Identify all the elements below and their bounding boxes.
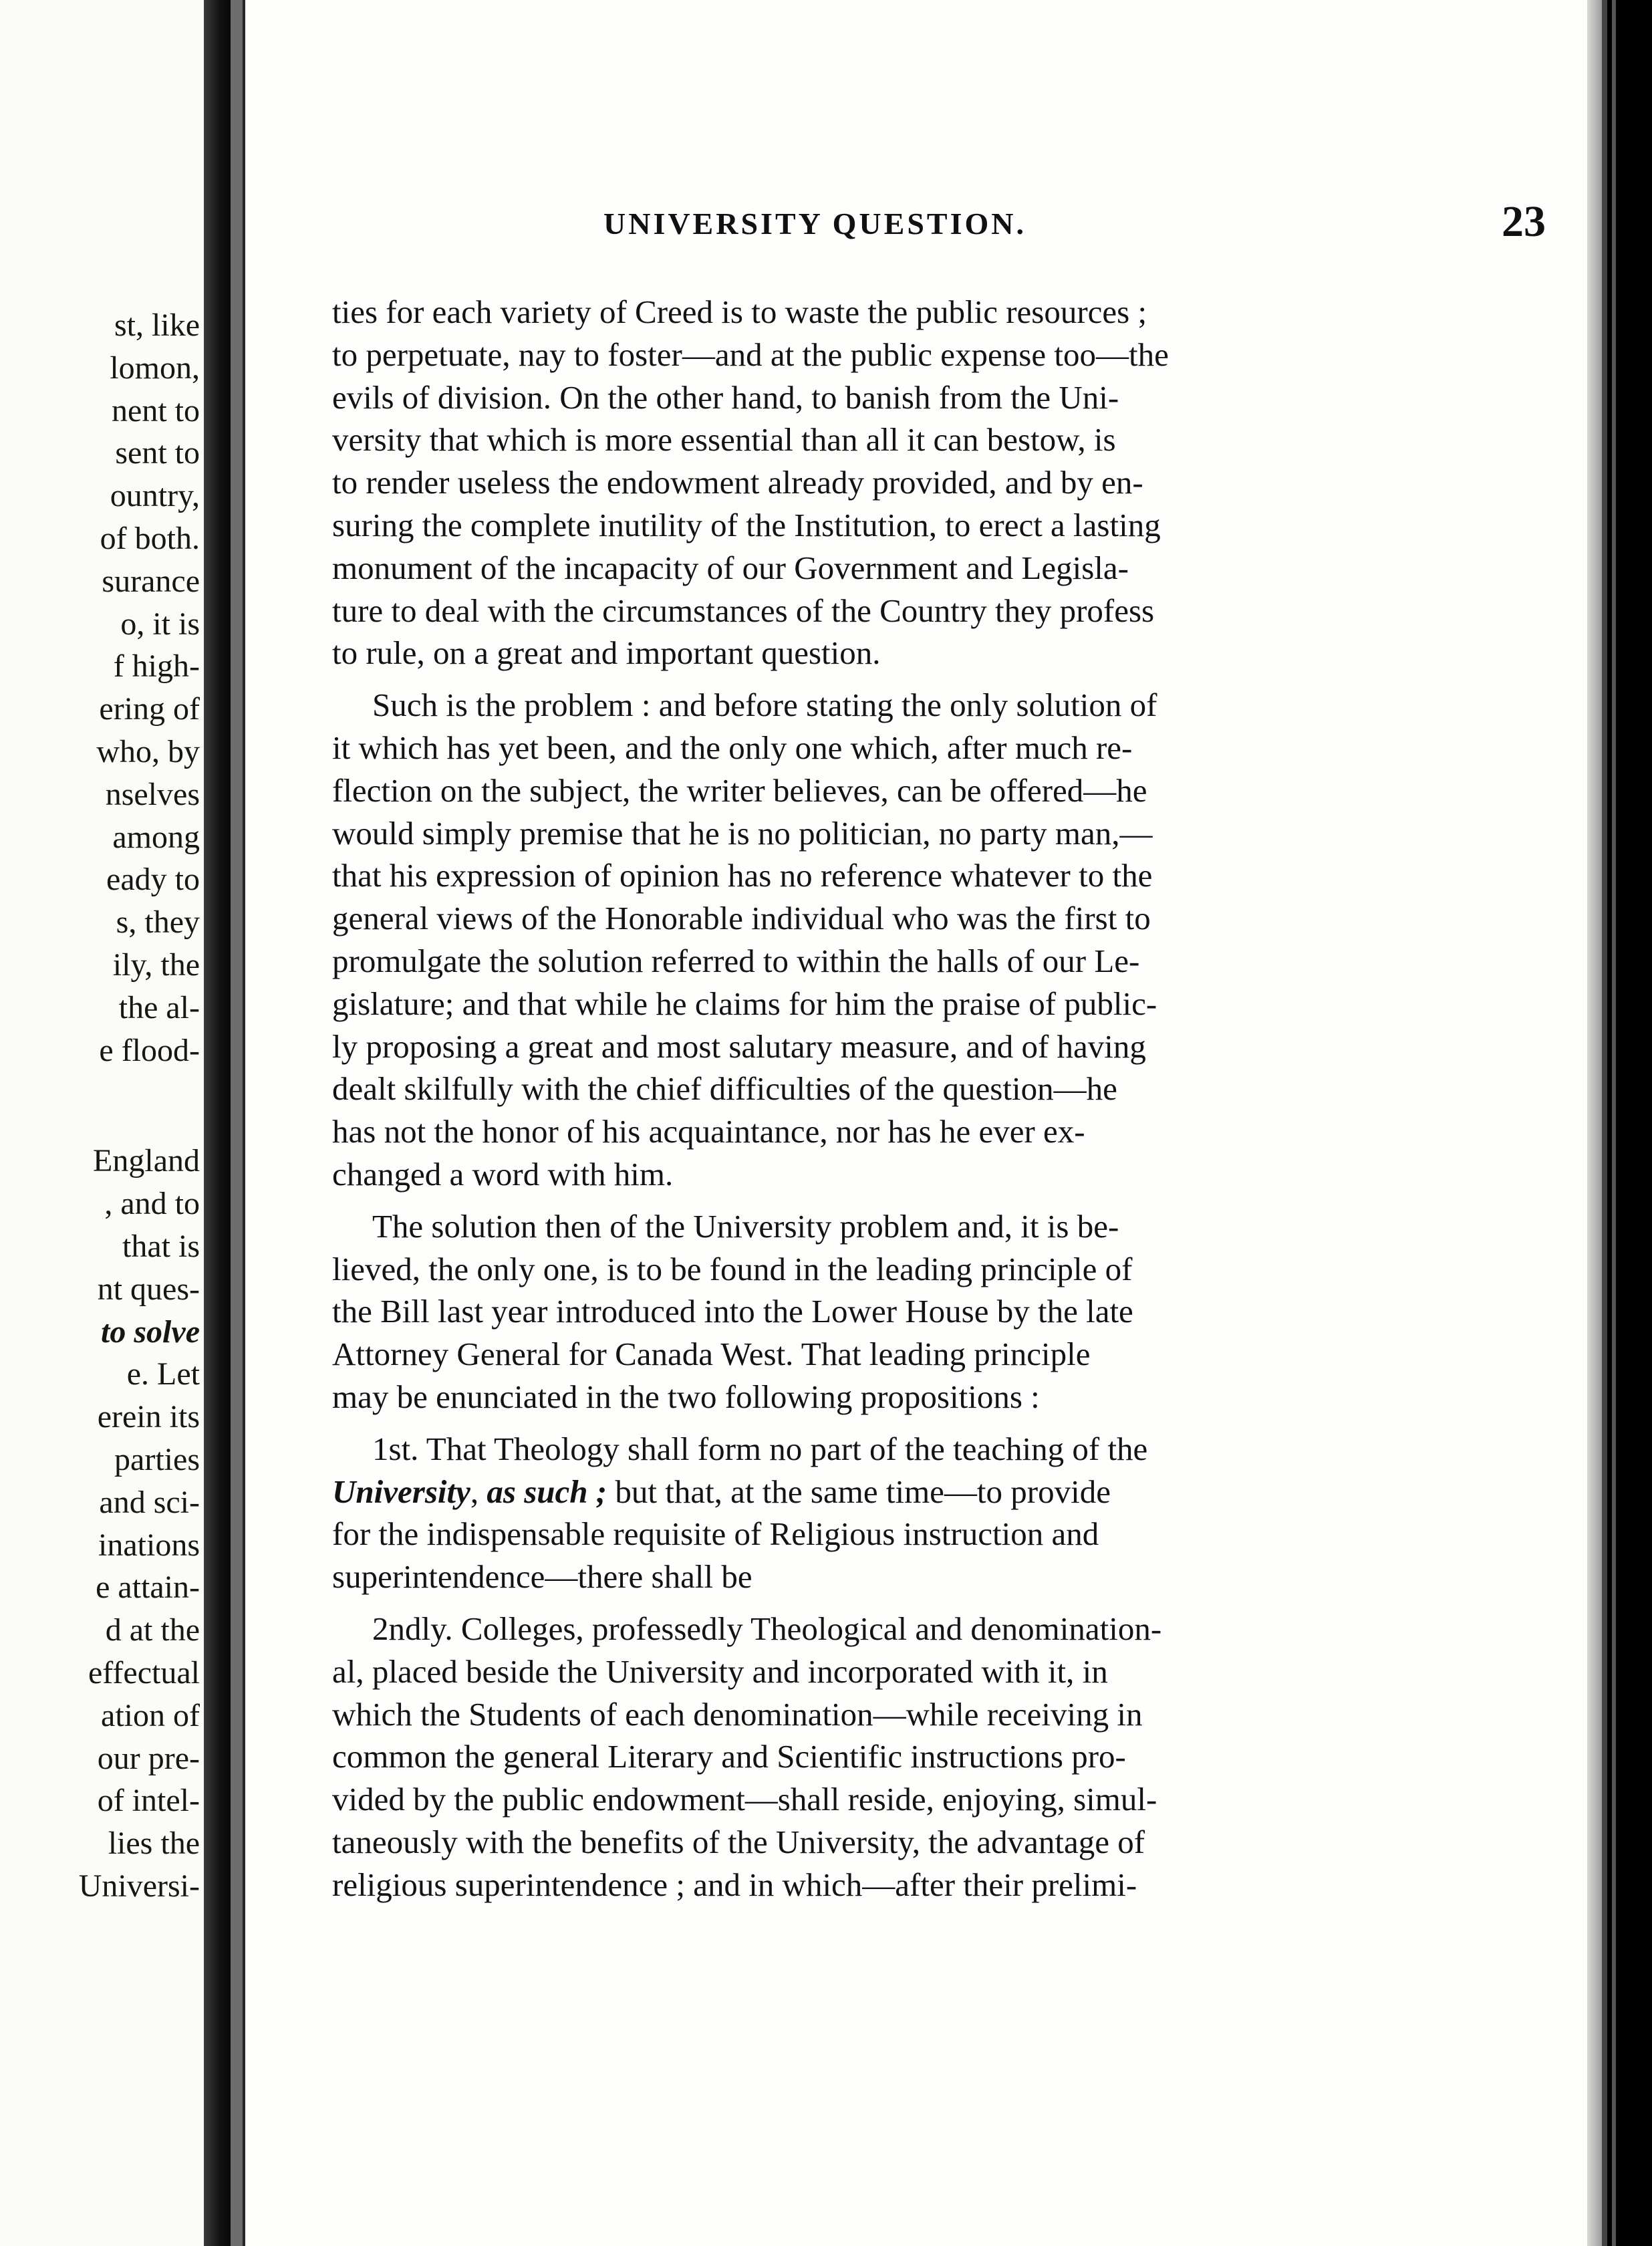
text-line: has not the honor of his acquaintance, nor has he ever ex- xyxy=(332,1113,1085,1150)
left-page-line: nent to xyxy=(112,392,200,428)
text-line: monument of the incapacity of our Government and Legisla- xyxy=(332,549,1129,586)
text-line: al, placed beside the University and incorporated with it, in xyxy=(332,1652,1108,1690)
main-page xyxy=(245,0,1587,2246)
left-page-line: nt ques- xyxy=(97,1271,200,1307)
text-line: general views of the Honorable individual who was the first to xyxy=(332,900,1151,937)
left-page-line: who, by xyxy=(96,733,200,769)
left-page-line: effectual xyxy=(88,1654,200,1691)
text-line: to perpetuate, nay to foster—and at the public expense too—the xyxy=(332,336,1169,373)
left-page-line xyxy=(79,1072,200,1140)
left-page-line: among xyxy=(112,819,200,855)
text-line: dealt skilfully with the chief difficulties of the question—he xyxy=(332,1070,1117,1108)
left-page-line: of both. xyxy=(100,520,200,556)
text-line: ties for each variety of Creed is to waste the public resources ; xyxy=(332,293,1147,330)
left-page-line: e. Let xyxy=(126,1356,200,1392)
body-text xyxy=(332,291,1587,1915)
text-fragment: , xyxy=(470,1473,487,1510)
left-page-line: surance xyxy=(102,563,200,599)
left-page-line: st, like xyxy=(114,307,200,343)
text-line: suring the complete inutility of the Institution, to erect a lasting xyxy=(332,506,1161,543)
paragraph-4 xyxy=(332,1428,1587,1598)
paragraph-5 xyxy=(332,1608,1587,1906)
page-header xyxy=(603,197,1566,254)
text-line: lieved, the only one, is to be found in the leading principle of xyxy=(332,1250,1133,1287)
text-line: religious superintendence ; and in which—after their prelimi- xyxy=(332,1866,1137,1903)
text-line: flection on the subject, the writer believes, can be offered—he xyxy=(332,771,1147,809)
left-page-line: that is xyxy=(122,1228,200,1264)
left-page-line: Universi- xyxy=(78,1868,200,1904)
paragraph-1 xyxy=(332,291,1587,674)
text-line: to render useless the endowment already provided, and by en- xyxy=(332,464,1143,501)
left-page-line: e attain- xyxy=(96,1570,200,1606)
left-page-line: erein its xyxy=(97,1399,200,1435)
left-page-line: inations xyxy=(98,1527,200,1563)
text-line: it which has yet been, and the only one which, after much re- xyxy=(332,729,1133,766)
text-line: gislature; and that while he claims for him the praise of public- xyxy=(332,985,1157,1022)
text-line: 2ndly. Colleges, professedly Theological and denomination- xyxy=(372,1610,1162,1647)
text-line: which the Students of each denomination—while receiving in xyxy=(332,1695,1143,1733)
left-page-line: the al- xyxy=(118,989,200,1025)
left-page-line: e flood- xyxy=(99,1032,200,1068)
text-line: ture to deal with the circumstances of the Country they profess xyxy=(332,592,1155,629)
text-line: versity that which is more essential than all it can bestow, is xyxy=(332,421,1116,459)
text-line: vided by the public endowment—shall reside, enjoying, simul- xyxy=(332,1781,1157,1818)
left-page-line: and sci- xyxy=(99,1484,200,1520)
left-page-line: , and to xyxy=(104,1186,200,1222)
left-page-line: o, it is xyxy=(120,606,200,642)
left-page-line: lomon, xyxy=(110,350,200,386)
text-line: The solution then of the University problem and, it is be- xyxy=(372,1207,1119,1245)
left-page-line: nselves xyxy=(105,776,200,812)
page-edge-shadow xyxy=(1612,0,1616,2246)
left-page-line: lies the xyxy=(108,1826,200,1862)
left-page-line: ering of xyxy=(99,691,200,727)
left-page-line: parties xyxy=(114,1441,200,1477)
left-page-line: s, they xyxy=(116,904,200,941)
ink-speck xyxy=(1616,501,1625,516)
text-line: 1st. That Theology shall form no part of the teaching of the xyxy=(372,1430,1148,1467)
left-page-line: f high- xyxy=(113,648,200,684)
paragraph-3 xyxy=(332,1205,1587,1418)
running-head: UNIVERSITY QUESTION. xyxy=(603,207,1026,241)
left-page-text xyxy=(79,304,200,1908)
text-line: ly proposing a great and most salutary measure, and of having xyxy=(332,1027,1146,1065)
text-line: superintendence—there shall be xyxy=(332,1558,752,1596)
italic-text: University xyxy=(332,1473,470,1510)
next-page-edge xyxy=(1587,0,1602,2246)
text-line: would simply premise that he is no politician, no party man,— xyxy=(332,814,1153,852)
page-number: 23 xyxy=(1502,197,1546,246)
left-page-line: ation of xyxy=(101,1697,200,1733)
left-facing-page xyxy=(0,0,204,2246)
text-line-with-italics xyxy=(332,1471,1587,1513)
text-line: changed a word with him. xyxy=(332,1155,674,1193)
text-line: common the general Literary and Scientific instructions pro- xyxy=(332,1738,1126,1775)
left-page-line: to solve xyxy=(101,1314,200,1350)
gutter-page-edge xyxy=(231,0,243,2246)
text-line: the Bill last year introduced into the Lower House by the late xyxy=(332,1293,1133,1330)
left-page-line: our pre- xyxy=(97,1740,200,1776)
paragraph-2 xyxy=(332,684,1587,1196)
left-page-line: ily, the xyxy=(112,947,200,983)
left-page-line: of intel- xyxy=(97,1783,200,1819)
page-edge-shadow xyxy=(1602,0,1607,2246)
text-line: evils of division. On the other hand, to banish from the Uni- xyxy=(332,378,1119,416)
text-line: may be enunciated in the two following propositions : xyxy=(332,1378,1040,1415)
left-page-line: d at the xyxy=(105,1612,200,1648)
text-line: that his expression of opinion has no reference whatever to the xyxy=(332,857,1153,894)
text-line: promulgate the solution referred to within the halls of our Le- xyxy=(332,942,1140,979)
left-page-line: eady to xyxy=(106,862,200,898)
text-line: Such is the problem : and before stating the only solution of xyxy=(372,687,1157,724)
left-page-line: ountry, xyxy=(110,478,200,514)
text-line: to rule, on a great and important question. xyxy=(332,634,881,672)
text-line: for the indispensable requisite of Religious instruction and xyxy=(332,1515,1099,1553)
left-page-line: sent to xyxy=(115,435,200,471)
text-fragment: but that, at the same time—to provide xyxy=(607,1473,1111,1510)
text-line: Attorney General for Canada West. That leading principle xyxy=(332,1336,1091,1373)
italic-text: as such ; xyxy=(487,1473,607,1510)
left-page-line: England xyxy=(93,1143,200,1179)
text-line: taneously with the benefits of the University, the advantage of xyxy=(332,1823,1145,1860)
